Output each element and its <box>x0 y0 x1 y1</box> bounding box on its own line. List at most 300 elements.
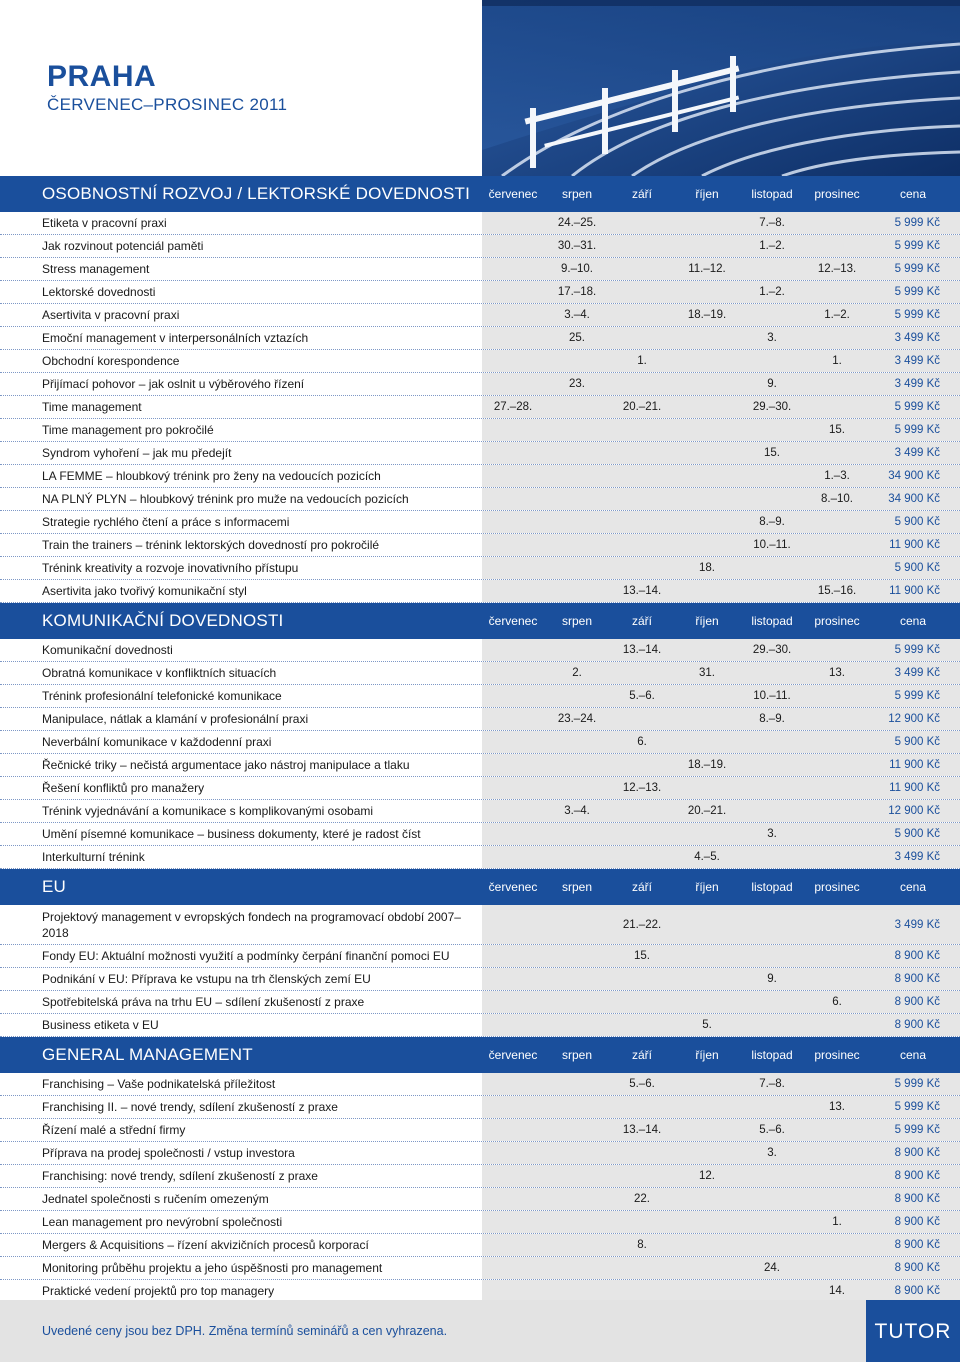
date-cell <box>805 731 869 753</box>
seminar-row <box>0 1096 960 1119</box>
date-cell <box>481 304 545 326</box>
date-cell: 13.–14. <box>622 644 662 656</box>
date-cell <box>675 639 739 661</box>
seminar-name: Franchising: nové trendy, sdílení zkušeností z praxe <box>42 1169 318 1183</box>
date-cell: 8. <box>637 1239 647 1251</box>
seminar-row <box>0 281 960 304</box>
column-header: říjen <box>695 614 719 628</box>
section-header <box>0 176 960 212</box>
date-cell <box>545 1096 609 1118</box>
date-cell <box>610 1280 674 1302</box>
column-header: září <box>631 1048 652 1062</box>
date-cell <box>610 1014 674 1036</box>
date-cell <box>545 991 609 1013</box>
date-cell <box>610 754 674 776</box>
date-cell <box>545 777 609 799</box>
column-header: srpen <box>561 1048 593 1062</box>
seminar-name: Projektový management v evropských fondech na programovací období 2007–2018 <box>42 909 461 940</box>
seminar-row <box>0 488 960 511</box>
seminar-name: Interkulturní trénink <box>42 850 145 864</box>
date-cell: 20.–21. <box>687 805 727 817</box>
seminar-row <box>0 419 960 442</box>
date-cell <box>675 488 739 510</box>
date-cell <box>481 511 545 533</box>
seminar-name: Asertivita v pracovní praxi <box>42 308 180 322</box>
date-cell: 10.–11. <box>753 690 791 702</box>
date-cell <box>481 1142 545 1164</box>
date-cell <box>675 212 739 234</box>
seminar-row <box>0 1257 960 1280</box>
date-cell: 31. <box>699 667 715 679</box>
date-cell <box>805 557 869 579</box>
date-cell <box>610 442 674 464</box>
section-header <box>0 869 960 905</box>
date-cell: 11.–12. <box>688 263 726 275</box>
title-block <box>47 60 287 115</box>
date-cell: 1.–2. <box>759 286 785 298</box>
logo-text: TUTOR <box>874 1320 952 1343</box>
date-cell: 5. <box>702 1019 712 1031</box>
date-cell <box>805 1234 869 1256</box>
section-title: GENERAL MANAGEMENT <box>42 1045 253 1064</box>
date-cell <box>675 1142 739 1164</box>
date-cell: 17.–18. <box>557 286 597 298</box>
price-cell: 5 999 Kč <box>894 1078 940 1090</box>
seminar-row <box>0 662 960 685</box>
section-title: EU <box>42 877 67 896</box>
date-cell <box>481 419 545 441</box>
seminar-name: Obchodní korespondence <box>42 354 180 368</box>
date-cell <box>481 212 545 234</box>
seminar-row <box>0 258 960 281</box>
seminar-name: Řečnické triky – nečistá argumentace jako nástroj manipulace a tlaku <box>42 758 410 772</box>
date-cell: 1.–2. <box>824 309 850 321</box>
date-cell <box>610 1211 674 1233</box>
seminar-name: Spotřebitelská práva na trhu EU – sdílení zkušeností z praxe <box>42 995 365 1009</box>
price-cell: 3 499 Kč <box>894 378 940 390</box>
date-cell <box>545 350 609 372</box>
date-cell: 29.–30. <box>752 644 792 656</box>
date-cell: 9. <box>767 973 777 985</box>
seminar-name: Komunikační dovednosti <box>42 643 173 657</box>
date-cell <box>740 304 804 326</box>
date-cell <box>481 258 545 280</box>
date-cell: 6. <box>637 736 647 748</box>
page-header <box>0 0 960 176</box>
price-cell: 8 900 Kč <box>894 1019 940 1031</box>
date-cell <box>610 557 674 579</box>
date-cell <box>610 1257 674 1279</box>
date-cell <box>545 1119 609 1141</box>
column-header: srpen <box>561 187 593 201</box>
column-header: cena <box>899 1048 927 1062</box>
date-cell <box>805 846 869 868</box>
seminar-row <box>0 731 960 754</box>
date-cell <box>675 1211 739 1233</box>
seminar-row <box>0 800 960 823</box>
column-header: srpen <box>561 614 593 628</box>
date-cell <box>545 1211 609 1233</box>
seminar-row <box>0 557 960 580</box>
column-header: září <box>631 880 652 894</box>
price-cell: 5 900 Kč <box>894 828 940 840</box>
date-cell <box>740 662 804 684</box>
seminar-name: Train the trainers – trénink lektorských dovedností pro pokročilé <box>42 538 380 552</box>
date-cell: 29.–30. <box>752 401 792 413</box>
date-cell <box>545 1165 609 1187</box>
price-cell: 3 499 Kč <box>894 447 940 459</box>
date-cell <box>610 968 674 990</box>
date-cell <box>805 327 869 349</box>
date-cell <box>481 777 545 799</box>
date-cell <box>481 442 545 464</box>
seminar-name: Přijímací pohovor – jak oslnit u výběrového řízení <box>42 377 305 391</box>
date-cell <box>675 465 739 487</box>
date-cell <box>805 396 869 418</box>
date-cell <box>545 557 609 579</box>
seminar-row <box>0 580 960 603</box>
date-cell <box>675 396 739 418</box>
seminar-row <box>0 991 960 1014</box>
date-cell <box>545 1188 609 1210</box>
seminar-name: Podnikání v EU: Příprava ke vstupu na trh členských zemí EU <box>42 972 371 986</box>
tutor-logo <box>866 1300 960 1362</box>
date-cell <box>805 1188 869 1210</box>
date-cell <box>610 708 674 730</box>
footer-note: Uvedené ceny jsou bez DPH. Změna termínů seminářů a cen vyhrazena. <box>42 1324 448 1338</box>
price-cell: 5 999 Kč <box>894 644 940 656</box>
column-header: říjen <box>695 880 719 894</box>
date-cell <box>481 1257 545 1279</box>
date-cell <box>545 1257 609 1279</box>
date-cell <box>805 1014 869 1036</box>
seminar-schedule <box>0 176 960 1303</box>
date-cell <box>610 281 674 303</box>
date-cell <box>610 846 674 868</box>
price-cell: 5 999 Kč <box>894 401 940 413</box>
city-title: PRAHA <box>47 60 157 93</box>
date-cell: 9. <box>767 378 777 390</box>
date-cell <box>481 846 545 868</box>
seminar-name: NA PLNÝ PLYN – hloubkový trénink pro muže na vedoucích pozicích <box>42 492 409 506</box>
date-cell <box>740 731 804 753</box>
column-header: prosinec <box>814 187 860 201</box>
date-cell <box>675 1096 739 1118</box>
seminar-name: Umění písemné komunikace – business dokumenty, které je radost číst <box>42 827 421 841</box>
date-cell <box>481 905 545 944</box>
seminar-row <box>0 1234 960 1257</box>
date-cell <box>481 968 545 990</box>
date-cell: 30.–31. <box>557 240 597 252</box>
seminar-name: Time management <box>42 400 142 414</box>
date-cell <box>610 327 674 349</box>
seminar-row <box>0 396 960 419</box>
price-cell: 5 999 Kč <box>894 263 940 275</box>
period-subtitle: ČERVENEC–PROSINEC 2011 <box>47 95 288 114</box>
date-cell <box>740 945 804 967</box>
seminar-name: Franchising II. – nové trendy, sdílení zkušeností z praxe <box>42 1100 338 1114</box>
seminar-row <box>0 1119 960 1142</box>
price-cell: 8 900 Kč <box>894 950 940 962</box>
date-cell <box>740 465 804 487</box>
section-header <box>0 603 960 639</box>
date-cell <box>610 488 674 510</box>
seminar-row <box>0 1165 960 1188</box>
seminar-name: Řešení konfliktů pro manažery <box>42 781 205 795</box>
seminar-name: Jak rozvinout potenciál paměti <box>42 239 204 253</box>
date-cell <box>805 281 869 303</box>
seminar-name: Time management pro pokročilé <box>42 423 214 437</box>
date-cell <box>675 968 739 990</box>
seminar-row <box>0 212 960 235</box>
date-cell: 10.–11. <box>753 539 791 551</box>
price-cell: 5 900 Kč <box>894 562 940 574</box>
date-cell: 22. <box>634 1193 650 1205</box>
date-cell: 6. <box>832 996 842 1008</box>
date-cell <box>675 442 739 464</box>
column-header: září <box>631 187 652 201</box>
date-cell <box>481 823 545 845</box>
section-header <box>0 1037 960 1073</box>
date-cell: 21.–22. <box>622 918 662 931</box>
column-header: listopad <box>751 187 793 201</box>
seminar-name: Trénink vyjednávání a komunikace s komplikovanými osobami <box>42 804 374 818</box>
date-cell <box>675 534 739 556</box>
date-cell <box>805 235 869 257</box>
date-cell <box>481 708 545 730</box>
date-cell <box>805 442 869 464</box>
column-header: cena <box>899 880 927 894</box>
date-cell <box>675 1257 739 1279</box>
seminar-row <box>0 373 960 396</box>
seminar-row <box>0 1211 960 1234</box>
seminar-name: Trénink kreativity a rozvoje inovativního přístupu <box>42 561 299 575</box>
price-cell: 3 499 Kč <box>894 355 940 367</box>
date-cell: 23. <box>569 378 585 390</box>
column-header: červenec <box>488 614 538 628</box>
price-cell: 3 499 Kč <box>894 851 940 863</box>
date-cell: 15.–16. <box>817 585 857 597</box>
price-cell: 5 999 Kč <box>894 240 940 252</box>
date-cell <box>675 511 739 533</box>
date-cell <box>481 235 545 257</box>
date-cell <box>481 534 545 556</box>
date-cell <box>610 465 674 487</box>
price-cell: 5 999 Kč <box>894 690 940 702</box>
date-cell: 1. <box>832 1216 842 1228</box>
date-cell <box>675 731 739 753</box>
date-cell: 14. <box>829 1285 845 1297</box>
date-cell <box>610 1142 674 1164</box>
date-cell <box>545 396 609 418</box>
seminar-row <box>0 304 960 327</box>
date-cell: 5.–6. <box>629 1078 655 1090</box>
seminar-name: Etiketa v pracovní praxi <box>42 216 167 230</box>
column-header: listopad <box>751 1048 793 1062</box>
date-cell <box>610 534 674 556</box>
date-cell <box>805 1142 869 1164</box>
column-header: prosinec <box>814 1048 860 1062</box>
date-cell <box>481 488 545 510</box>
date-cell <box>805 1119 869 1141</box>
column-header: září <box>631 614 652 628</box>
seminar-row <box>0 823 960 846</box>
seminar-name: Syndrom vyhoření – jak mu předejít <box>42 446 232 460</box>
column-header: listopad <box>751 614 793 628</box>
date-cell <box>805 534 869 556</box>
date-cell <box>740 777 804 799</box>
price-cell: 5 999 Kč <box>894 217 940 229</box>
date-cell <box>481 991 545 1013</box>
date-cell <box>805 945 869 967</box>
date-cell: 2. <box>572 667 582 679</box>
date-cell <box>481 731 545 753</box>
date-cell: 20.–21. <box>622 401 662 413</box>
date-cell: 4.–5. <box>694 851 720 863</box>
date-cell <box>610 511 674 533</box>
price-cell: 3 499 Kč <box>894 918 940 931</box>
date-cell: 12.–13. <box>817 263 857 275</box>
date-cell <box>545 1014 609 1036</box>
date-cell: 18.–19. <box>687 759 727 771</box>
date-cell <box>675 708 739 730</box>
date-cell <box>545 580 609 602</box>
price-cell: 8 900 Kč <box>894 1239 940 1251</box>
seminar-row <box>0 968 960 991</box>
date-cell <box>610 304 674 326</box>
column-header: říjen <box>695 187 719 201</box>
date-cell <box>481 557 545 579</box>
date-cell <box>481 465 545 487</box>
seminar-name: LA FEMME – hloubkový trénink pro ženy na vedoucích pozicích <box>42 469 381 483</box>
date-cell <box>805 511 869 533</box>
date-cell <box>610 419 674 441</box>
date-cell: 15. <box>634 950 650 962</box>
date-cell: 12. <box>699 1170 715 1182</box>
date-cell <box>481 1234 545 1256</box>
seminar-row <box>0 1073 960 1096</box>
date-cell <box>481 1096 545 1118</box>
column-header: prosinec <box>814 614 860 628</box>
seminar-row <box>0 905 960 945</box>
price-cell: 8 900 Kč <box>894 1147 940 1159</box>
date-cell: 5.–6. <box>629 690 655 702</box>
date-cell <box>481 327 545 349</box>
date-cell <box>481 1014 545 1036</box>
price-cell: 11 900 Kč <box>889 585 940 597</box>
seminar-row <box>0 1014 960 1037</box>
date-cell <box>545 465 609 487</box>
price-cell: 12 900 Kč <box>888 713 940 725</box>
date-cell <box>481 685 545 707</box>
date-cell: 3. <box>767 332 777 344</box>
seminar-row <box>0 235 960 258</box>
date-cell <box>545 488 609 510</box>
date-cell: 12.–13. <box>622 782 662 794</box>
price-cell: 11 900 Kč <box>889 539 940 551</box>
date-cell: 13. <box>829 667 845 679</box>
date-cell <box>805 968 869 990</box>
date-cell <box>805 708 869 730</box>
date-cell <box>675 1119 739 1141</box>
date-cell <box>740 905 804 944</box>
date-cell <box>610 235 674 257</box>
date-cell: 13. <box>829 1101 845 1113</box>
price-cell: 3 499 Kč <box>894 332 940 344</box>
date-cell: 9.–10. <box>561 263 593 275</box>
seminar-name: Lektorské dovednosti <box>42 285 156 299</box>
date-cell <box>545 731 609 753</box>
date-cell <box>805 754 869 776</box>
date-cell <box>675 777 739 799</box>
date-cell: 8.–9. <box>759 516 785 528</box>
date-cell <box>610 662 674 684</box>
price-cell: 8 900 Kč <box>894 1285 940 1297</box>
date-cell <box>805 905 869 944</box>
seminar-row <box>0 465 960 488</box>
date-cell <box>481 1280 545 1302</box>
seminar-name: Emoční management v interpersonálních vztazích <box>42 331 309 345</box>
date-cell: 23.–24. <box>557 713 597 725</box>
seminar-name: Neverbální komunikace v každodenní praxi <box>42 735 272 749</box>
date-cell <box>545 1234 609 1256</box>
date-cell <box>481 662 545 684</box>
date-cell <box>675 327 739 349</box>
price-cell: 8 900 Kč <box>894 1216 940 1228</box>
date-cell <box>481 1165 545 1187</box>
date-cell: 15. <box>829 424 845 436</box>
date-cell <box>481 1188 545 1210</box>
date-cell <box>675 991 739 1013</box>
seminar-name: Strategie rychlého čtení a práce s informacemi <box>42 515 290 529</box>
seminar-name: Fondy EU: Aktuální možnosti využití a podmínky čerpání finanční pomoci EU <box>42 949 450 963</box>
column-header: srpen <box>561 880 593 894</box>
date-cell <box>740 1188 804 1210</box>
date-cell <box>545 534 609 556</box>
date-cell: 5.–6. <box>759 1124 785 1136</box>
date-cell: 25. <box>569 332 585 344</box>
date-cell <box>545 754 609 776</box>
section-title: OSOBNOSTNÍ ROZVOJ / LEKTORSKÉ DOVEDNOSTI <box>42 184 471 203</box>
date-cell <box>545 905 609 944</box>
seminar-row <box>0 442 960 465</box>
date-cell <box>805 800 869 822</box>
price-cell: 3 499 Kč <box>894 667 940 679</box>
seminar-name: Mergers & Acquisitions – řízení akvizičních procesů korporací <box>42 1238 369 1252</box>
date-cell <box>805 1165 869 1187</box>
date-cell <box>545 968 609 990</box>
date-cell <box>675 685 739 707</box>
price-cell: 8 900 Kč <box>894 1170 940 1182</box>
date-cell <box>545 419 609 441</box>
date-cell <box>545 1142 609 1164</box>
price-cell: 8 900 Kč <box>894 973 940 985</box>
date-cell <box>545 685 609 707</box>
date-cell: 27.–28. <box>493 401 533 413</box>
seminar-row <box>0 685 960 708</box>
date-cell: 1.–2. <box>759 240 785 252</box>
column-header: červenec <box>488 1048 538 1062</box>
date-cell <box>675 281 739 303</box>
date-cell: 1. <box>637 355 647 367</box>
date-cell <box>675 373 739 395</box>
date-cell <box>805 777 869 799</box>
seminar-name: Obratná komunikace v konfliktních situacích <box>42 666 277 680</box>
price-cell: 5 999 Kč <box>894 1124 940 1136</box>
seminar-name: Asertivita jako tvořivý komunikační styl <box>42 584 247 598</box>
date-cell <box>675 945 739 967</box>
price-cell: 8 900 Kč <box>894 1193 940 1205</box>
